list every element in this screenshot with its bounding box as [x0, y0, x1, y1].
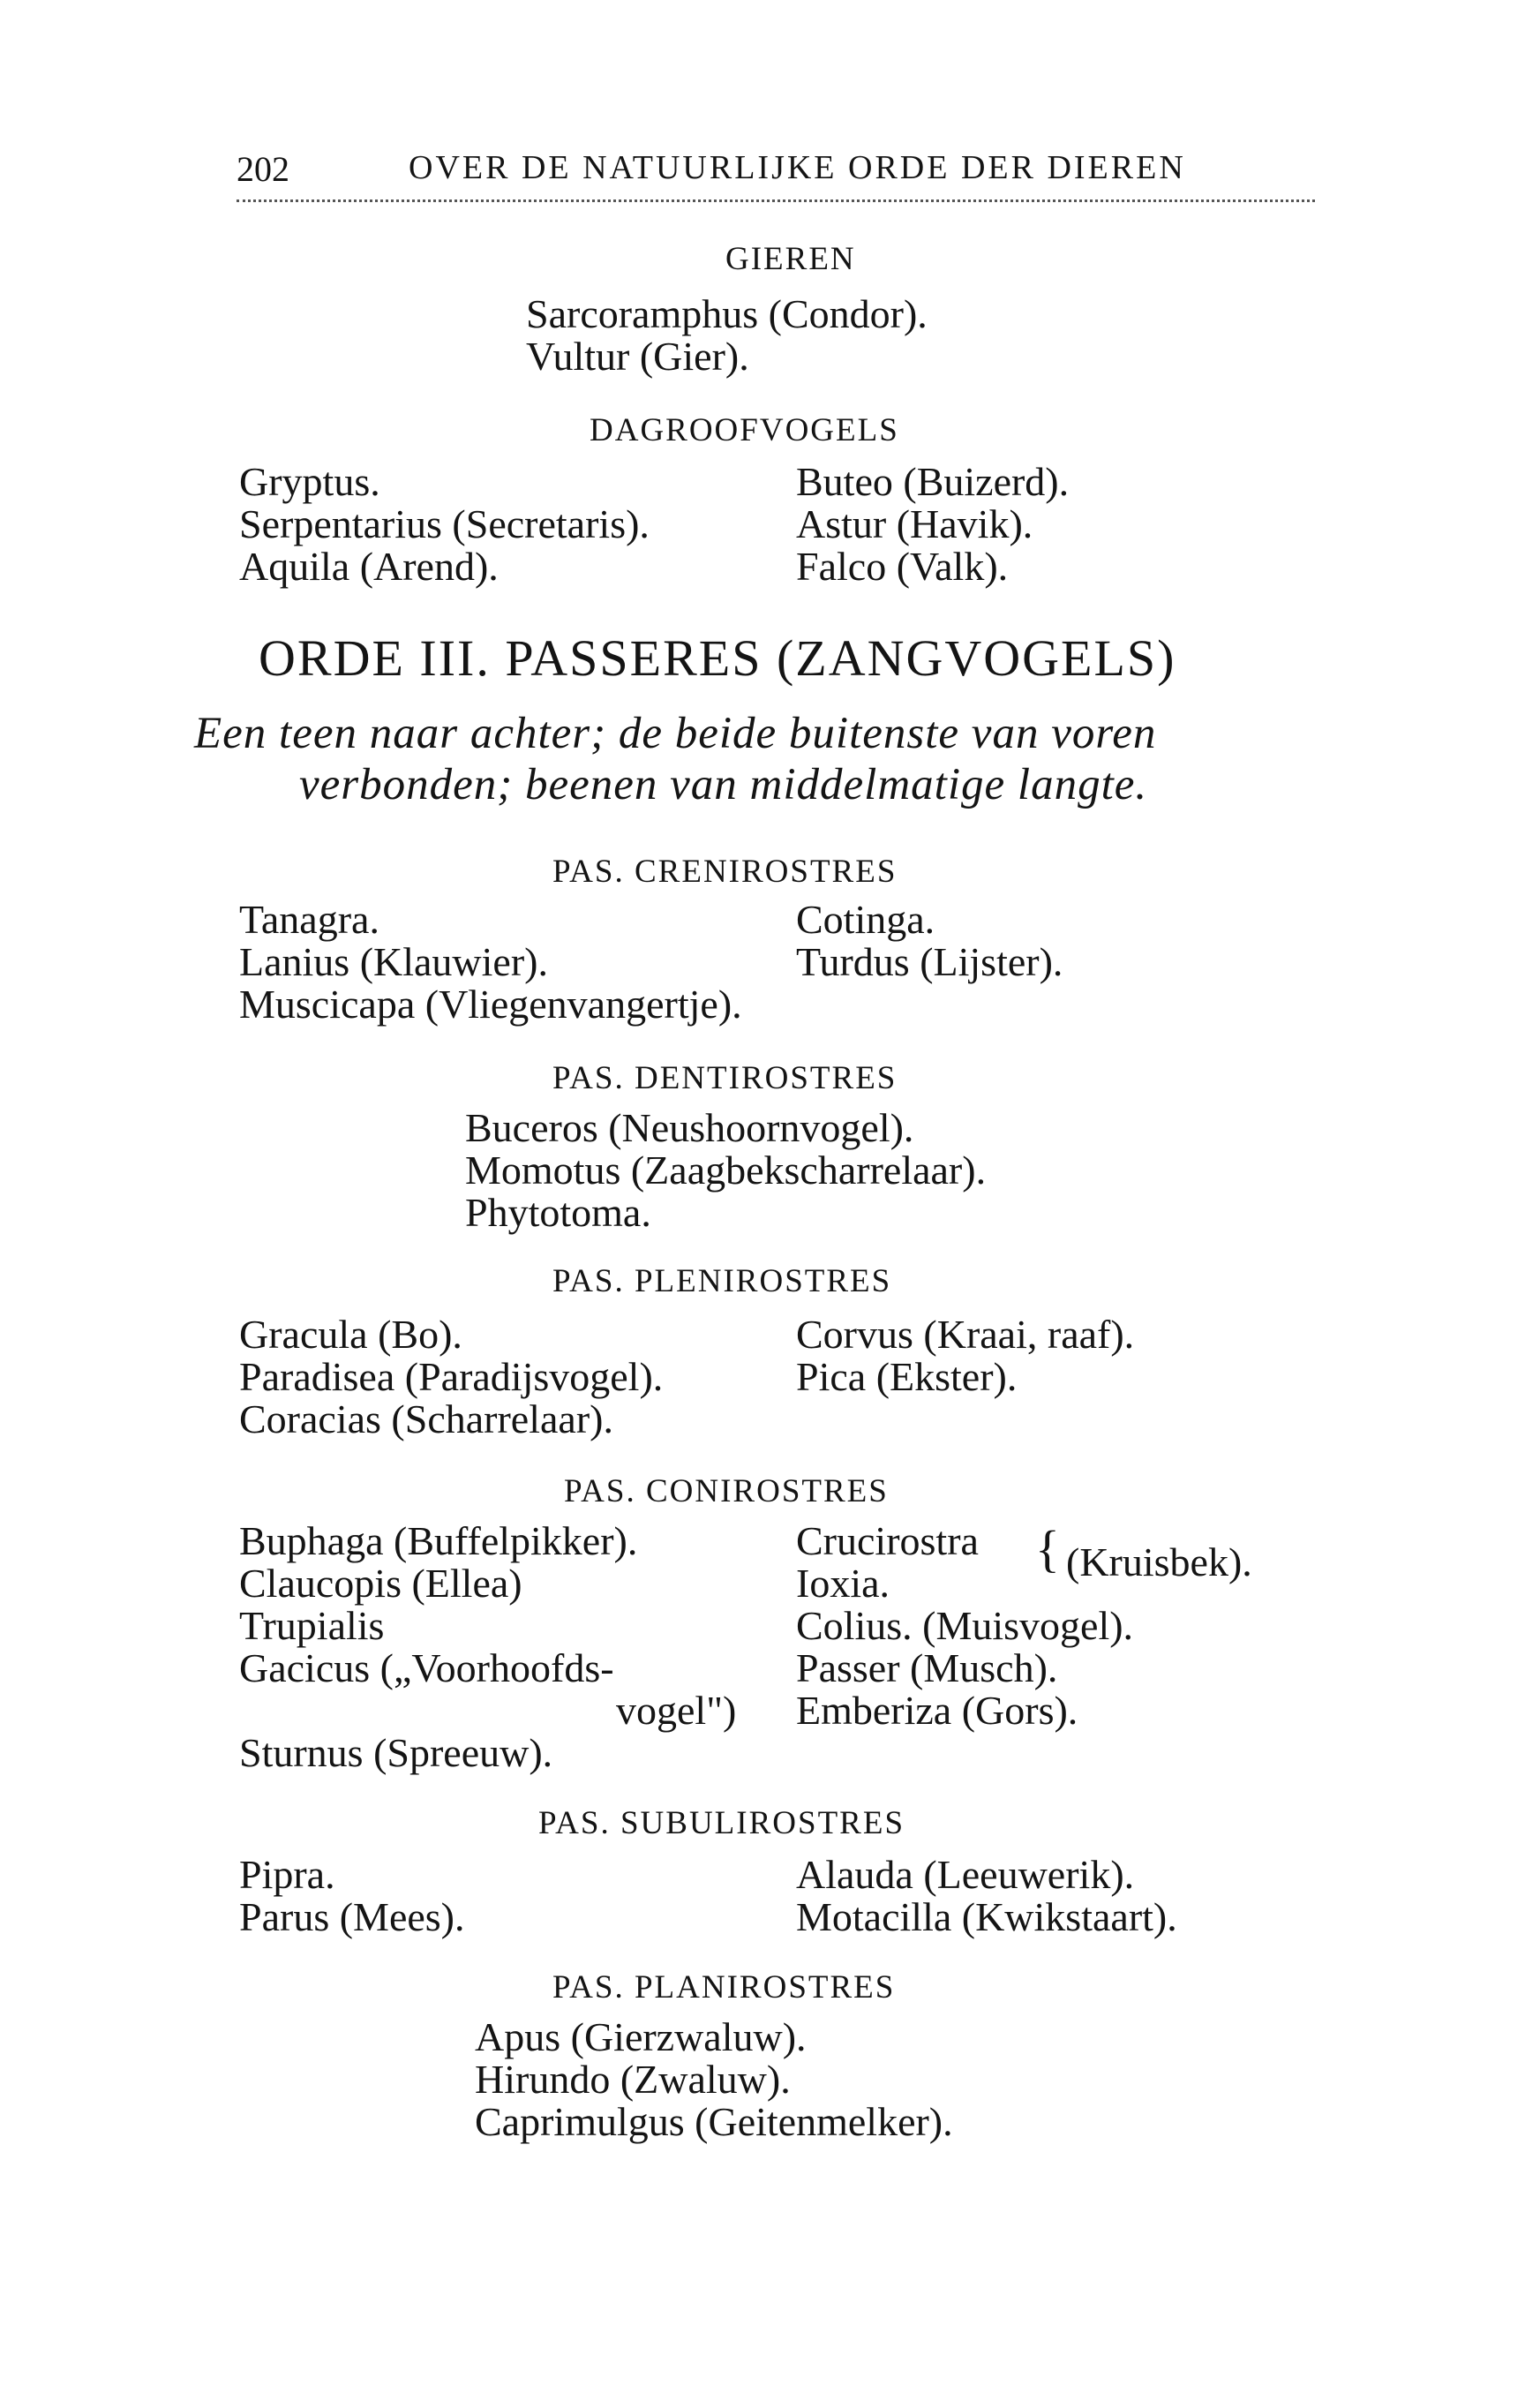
list-item: Colius. (Muisvogel).: [796, 1603, 1134, 1648]
list-item: Vultur (Gier).: [526, 334, 749, 379]
header-rule: [237, 199, 1315, 202]
list-item: Gacicus („Voorhoofds-: [239, 1645, 614, 1690]
order-title: ORDE III. PASSERES (ZANGVOGELS): [259, 629, 1176, 687]
list-item: Phytotoma.: [465, 1190, 651, 1235]
running-title: OVER DE NATUURLIJKE ORDE DER DIEREN: [409, 149, 1186, 186]
list-item: Falco (Valk).: [796, 544, 1009, 589]
list-item: Buphaga (Buffelpikker).: [239, 1518, 638, 1563]
list-item: Coracias (Scharrelaar).: [239, 1396, 613, 1441]
list-item: Trupialis: [239, 1603, 385, 1648]
list-item: Gryptus.: [239, 459, 380, 504]
list-item: Pipra.: [239, 1852, 335, 1897]
list-item: Momotus (Zaagbekscharrelaar).: [465, 1148, 987, 1193]
section-heading-gieren: GIEREN: [725, 241, 856, 277]
section-heading-planirostres: PAS. PLANIROSTRES: [552, 1969, 896, 2005]
list-item: vogel"): [616, 1688, 737, 1733]
list-item: Gracula (Bo).: [239, 1312, 462, 1357]
list-item: Parus (Mees).: [239, 1894, 465, 1939]
section-heading-plenirostres: PAS. PLENIROSTRES: [552, 1263, 892, 1299]
list-item: Claucopis (Ellea): [239, 1561, 522, 1606]
list-item: Buteo (Buizerd).: [796, 459, 1070, 504]
list-item: Buceros (Neushoornvogel).: [465, 1105, 914, 1150]
section-heading-dentirostres: PAS. DENTIROSTRES: [552, 1060, 898, 1096]
list-item: Astur (Havik).: [796, 501, 1033, 546]
list-item: Muscicapa (Vliegenvangertje).: [239, 982, 742, 1027]
list-item: Serpentarius (Secretaris).: [239, 501, 650, 546]
list-item: Hirundo (Zwaluw).: [475, 2057, 791, 2102]
list-item: Crucirostra: [796, 1518, 979, 1563]
order-description-line-2: verbonden; beenen van middelmatige langte.: [299, 760, 1148, 809]
list-item: Passer (Musch).: [796, 1645, 1058, 1690]
brace-symbol: {: [1035, 1520, 1060, 1577]
list-item: Apus (Gierzwaluw).: [475, 2014, 807, 2059]
list-item: Sturnus (Spreeuw).: [239, 1730, 553, 1775]
list-item: Pica (Ekster).: [796, 1354, 1018, 1399]
list-item: Paradisea (Paradijsvogel).: [239, 1354, 664, 1399]
list-item: Aquila (Arend).: [239, 544, 499, 589]
page-number: 202: [237, 149, 289, 189]
brace-label: (Kruisbek).: [1066, 1539, 1252, 1584]
list-item: Cotinga.: [796, 897, 935, 942]
section-heading-conirostres: PAS. CONIROSTRES: [564, 1473, 889, 1509]
list-item: Lanius (Klauwier).: [239, 939, 548, 984]
list-item: Ioxia.: [796, 1561, 890, 1606]
list-item: Caprimulgus (Geitenmelker).: [475, 2099, 953, 2144]
section-heading-subulirostres: PAS. SUBULIROSTRES: [538, 1805, 905, 1841]
list-item: Turdus (Lijster).: [796, 939, 1063, 984]
list-item: Tanagra.: [239, 897, 379, 942]
list-item: Motacilla (Kwikstaart).: [796, 1894, 1177, 1939]
section-heading-dagroofvogels: DAGROOFVOGELS: [590, 412, 899, 448]
section-heading-crenirostres: PAS. CRENIROSTRES: [552, 854, 898, 890]
list-item: Emberiza (Gors).: [796, 1688, 1078, 1733]
list-item: Alauda (Leeuwerik).: [796, 1852, 1135, 1897]
order-description-line-1: Een teen naar achter; de beide buitenste van voren: [194, 709, 1157, 758]
list-item: Corvus (Kraai, raaf).: [796, 1312, 1135, 1357]
list-item: Sarcoramphus (Condor).: [526, 291, 928, 336]
